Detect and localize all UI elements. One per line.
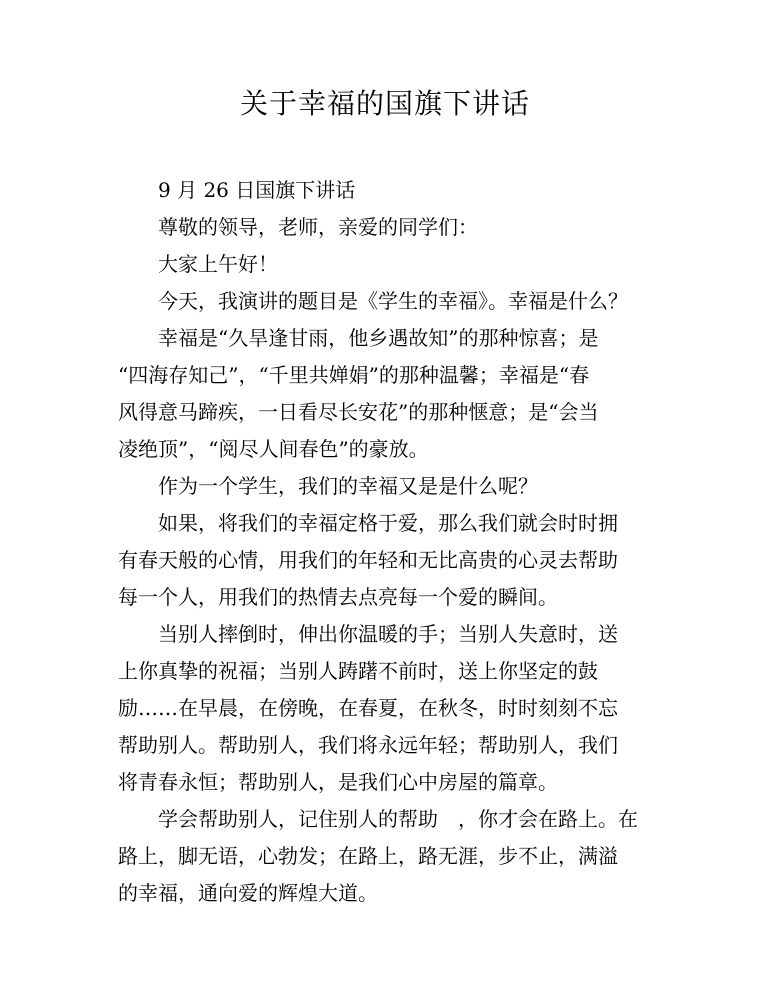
text-line: 幸福是“久旱逢甘雨，他乡遇故知”的那种惊喜；是 bbox=[158, 326, 599, 350]
text-line: 将青春永恒；帮助别人，是我们心中房屋的篇章。 bbox=[118, 770, 558, 794]
text-line: 上你真挚的祝福；当别人踌躇不前时，送上你坚定的鼓 bbox=[118, 659, 598, 683]
text-line-date: 9 月 26 日国旗下讲话 bbox=[158, 178, 356, 202]
text-line: 帮助别人。帮助别人，我们将永远年轻；帮助别人，我们 bbox=[118, 733, 618, 757]
text-line: 风得意马蹄疾，一日看尽长安花”的那种惬意；是“会当 bbox=[118, 400, 599, 424]
text-line-salutation: 尊敬的领导，老师，亲爱的同学们： bbox=[158, 215, 478, 239]
text-line: 的幸福，通向爱的辉煌大道。 bbox=[118, 881, 378, 905]
text-line: “四海存知己”，“千里共婵娟”的那种温馨；幸福是“春 bbox=[118, 363, 590, 387]
text-line: 每一个人，用我们的热情去点亮每一个爱的瞬间。 bbox=[118, 585, 558, 609]
text-line: 学会帮助别人，记住别人的帮助 ，你才会在路上。在 bbox=[158, 807, 638, 831]
text-line-greeting: 大家上午好！ bbox=[158, 252, 278, 276]
text-line: 如果，将我们的幸福定格于爱，那么我们就会时时拥 bbox=[158, 511, 618, 535]
document-title: 关于幸福的国旗下讲话 bbox=[239, 87, 530, 120]
text-line: 凌绝顶”，“阅尽人间春色”的豪放。 bbox=[118, 437, 429, 461]
text-line-topic: 今天，我演讲的题目是《学生的幸福》。幸福是什么？ bbox=[158, 289, 628, 313]
text-line: 当别人摔倒时，伸出你温暖的手；当别人失意时，送 bbox=[158, 622, 618, 646]
text-line: 作为一个学生，我们的幸福又是是什么呢？ bbox=[158, 474, 538, 498]
text-line: 有春天般的心情，用我们的年轻和无比高贵的心灵去帮助 bbox=[118, 548, 618, 572]
text-line: 励……在早晨，在傍晚，在春夏，在秋冬，时时刻刻不忘 bbox=[118, 696, 618, 720]
text-line: 路上，脚无语，心勃发；在路上，路无涯，步不止，满溢 bbox=[118, 844, 618, 868]
